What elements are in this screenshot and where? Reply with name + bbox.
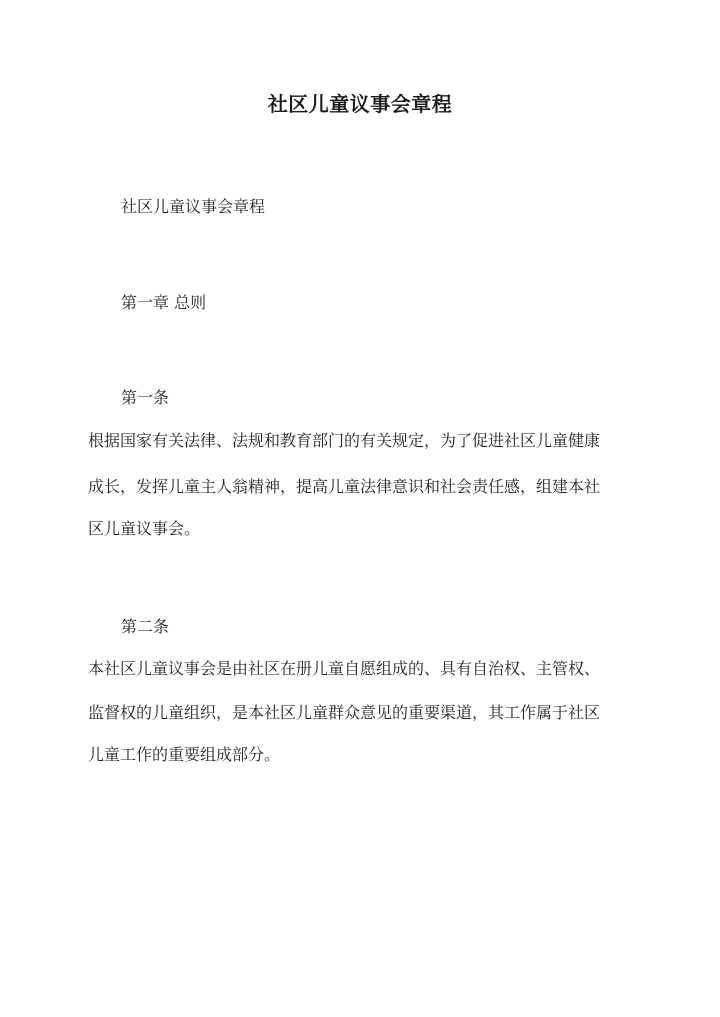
- article-1-line-2: 成长，发挥儿童主人翁精神，提高儿童法律意识和社会责任感，组建本社: [88, 477, 601, 496]
- article-2-line-1: 本社区儿童议事会是由社区在册儿童自愿组成的、具有自治权、主管权、: [88, 659, 601, 678]
- article-1-line-3: 区儿童议事会。: [88, 519, 201, 538]
- document-subtitle: 社区儿童议事会章程: [121, 197, 266, 216]
- article-1-line-1: 根据国家有关法律、法规和教育部门的有关规定，为了促进社区儿童健康: [88, 431, 601, 450]
- article-1-heading: 第一条: [121, 388, 170, 407]
- article-2-line-2: 监督权的儿童组织，是本社区儿童群众意见的重要渠道，其工作属于社区: [88, 703, 601, 722]
- article-2-heading: 第二条: [121, 617, 170, 636]
- article-2-line-3: 儿童工作的重要组成部分。: [88, 745, 281, 764]
- document-title: 社区儿童议事会章程: [267, 92, 453, 116]
- chapter-heading: 第一章 总则: [121, 293, 207, 312]
